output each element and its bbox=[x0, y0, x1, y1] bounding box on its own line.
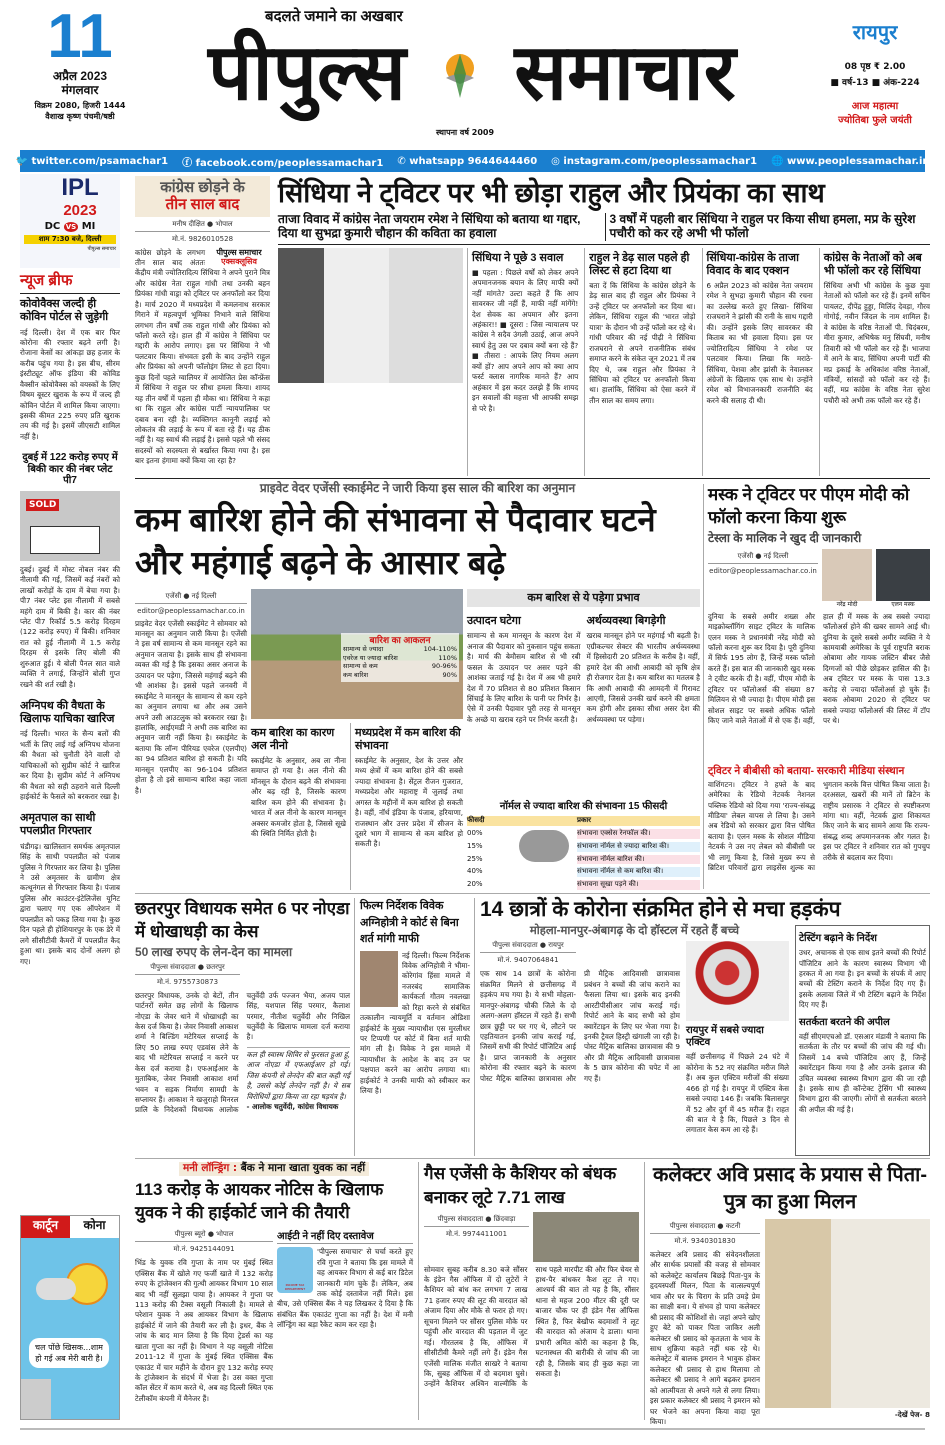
modi-photo: नरेंद्र मोदी bbox=[822, 549, 872, 609]
musk-photo: एलन मस्क bbox=[876, 549, 930, 609]
social-instagram[interactable]: ◎ instagram.com/peoplessamachar1 bbox=[551, 155, 758, 167]
globe-icon: 🌐 bbox=[771, 155, 787, 167]
column-header: फीसदी bbox=[467, 816, 485, 825]
rain-body: प्राइवेट वेदर एजेंसी स्काईमेट ने सोमवार को मानसून का अनुमान जारी किया है। एजेंसी ने इस वर्ष सामान्य से कम मानसून रहने का अनुमान जताया है। इसके साथ ही संभावना व्यक्त की गई है कि इसका असर अनाज के उत्पादन पर पड़ेगा, जिससे महंगाई बढ़ने की भी आशंका है। इससे पहले जनवरी में स्काईमेट ने मानसून के सामान्य से कम रहने का अनुमान लगाया था और अब उसने अपने उसी आउटलुक को बरकरार रखा है। हालांकि, आईएमडी ने अभी तक बारिश का अनुमान जारी नहीं किया है। स्काईमेट के बताया कि लॉन्ग पीरियड एवरेज (एलपीए) का 94 प्रतिशत बारिश हो सकती है। यदि मानसून एलपीए का 96-104 प्रतिशत होता है तो इसे सामान्य बारिश कहा जाता है। bbox=[135, 618, 247, 795]
lead-mobile: मो.नं. 9826010528 bbox=[171, 234, 234, 243]
date-day: 11 bbox=[47, 2, 113, 71]
pen-logo-icon bbox=[440, 48, 480, 100]
table-row bbox=[467, 880, 700, 890]
coronavirus-photo bbox=[686, 941, 789, 1021]
lead-left-column bbox=[135, 176, 270, 476]
chhatarpur-headline: छतरपुर विधायक समेत 6 पर नोएडा में धोखाधड़ी का केस bbox=[135, 899, 350, 941]
ipl-year: 2023 bbox=[63, 201, 97, 219]
cartoon-title: कार्टून bbox=[21, 1216, 70, 1238]
brief-body: नई दिल्ली। देश में एक बार फिर कोरोना की रफ्तार बढ़ने लगी है। रोजाना केसों का आंकड़ा छह हजार के करीब पहुंच गया है। इस बीच, सीरम इंस्टीट्यूट ऑफ इंडिया की कोविड वैक्सीन कोवोवैक्स को वयस्कों के लिए विषम बूस्टर खुराक के रूप में जल्द ही कोविन पोर्टल में शामिल किया जाएगा। इसकी कीमत 225 रुपए प्रति खुराक तय की गई है। इसमें जीएसटी शामिल नहीं है। bbox=[20, 327, 120, 441]
social-website[interactable]: 🌐 www.peoplessamachar.in bbox=[771, 155, 930, 167]
chhatarpur-deck: 50 लाख रुपए के लेन-देन का मामला bbox=[135, 944, 293, 959]
edition-block bbox=[815, 22, 935, 146]
whatsapp-icon: ✆ bbox=[397, 155, 410, 167]
impact-box: कम बारिश से ये पड़ेगा प्रभाव उत्पादन घटेगा सामान्य से कम मानसून के कारण देश में अनाज की पैदावार को नुकसान पहुंच सकता है। मार्च की बेमौसम बारिश से भी रबी फसल के उत्पादन पर असर पड़ने की आशंका जताई गई है। देश में अब भी हमारे देश में 70 प्रतिशत से 80 प्रतिशत किसान सिंचाई के लिए बारिश के पानी पर निर्भर है। ऐसे में उनकी पैदावार पूरी तरह से मानसून के अच्छे या खराब रहने पर निर्भर करती है। अर्थव्यवस्था बिगड़ेगी खराब मानसून होने पर महंगाई भी बढ़ती है। एग्रीकल्चर सेक्टर की भारतीय अर्थव्यवस्था में हिस्सेदारी 20 प्रतिशत के करीब है। वहीं, हमारे देश की आधी आबादी को कृषि क्षेत्र ही रोजगार देता है। कम बारिश का मतलब है कि आधी आबादी की आमदनी में गिरावट आएगी, जिससे उनकी खर्च करने की क्षमता कम होगी और इसका सीधा असर देश की अर्थव्यवस्था पर पड़ेगा। नॉर्मल से ज्यादा बारिश की संभावना 15 फीसदी फीसदी प्रकार 00% संभावना एक्सेस रेनफॉल की। 15% संभावना नॉर्मल से ज्यादा बारिश की। 25% संभावना नॉर्मल बारिश की। 40% संभावना नॉर्मल से कम बारिश की। 20% संभावना सूखा पड़ने की। bbox=[467, 589, 700, 890]
special-day-line1: आज महात्मा bbox=[851, 101, 899, 112]
brief-body: नई दिल्ली। भारत के सैन्य बलों की भर्ती के लिए लाई गई अग्निपथ योजना की वैधता को चुनौती देने वाली दो याचिकाओं को सुप्रीम कोर्ट ने खारिज कर दिया है। सुप्रीम कोर्ट ने अग्निपथ की वैधता को सही ठहराने वाले दिल्ली हाईकोर्ट के फैसले को बरकरार रखा है। bbox=[20, 729, 120, 801]
lead-content bbox=[278, 248, 930, 476]
probability-label: संभावना एक्सेस रेनफॉल की। bbox=[577, 829, 651, 838]
gas-byline-block: पीपुल्स संवाददाता ● छिंदवाड़ा मो.नं. 9974411001 bbox=[424, 1212, 529, 1262]
sidebar-three-questions: सिंधिया ने पूछे 3 सवाल ■ पहला : पिछले वर्षों को लेकर अपने अपमानजनक बयान के लिए माफी क्यों नहीं मांगते? उल्टा कहते हैं कि आप सावरकर जी नहीं हैं, माफी नहीं मांगेंगे! देश सेवक का अपमान और इतना अहंकार!! ■ दूसरा : जिस न्यायालय पर कांग्रेस ने सदैव उंगली उठाई, आज अपने स्वार्थ हेतु उस पर दबाव क्यों बना रहे हैं? ■ तीसरा : आपके लिए नियम अलग क्यों हों? आप अपने आप को क्या आप फर्स्ट क्लास नागरिक मानते हैं? आप अहंकार में इस कदर उलझे हैं कि शायद इन सवालों की महत्ता भी आपकी समझ से परे है। bbox=[472, 251, 579, 413]
laundering-box: आईटी ने नहीं दिए दस्तावेज INCOME TAX DEPARTMENT 'पीपुल्स समाचार' से चर्चा करते हुए रवि गुप्ता ने बताया कि इस मामले में वह आयकर विभाग से कई बार डिटेल जानकारी मांग चुके हैं। लेकिन, अब तक कोई दस्तावेज नहीं मिले। इस बीच, उसे एक्सिस बैंक ने यह लिखकर दे दिया है कि संबंधित बैंक एकाउंट गुप्ता का नहीं है। देश में मनी लॉन्ड्रिंग का बड़ा रैकेट काम कर रहा है। bbox=[277, 1231, 413, 1330]
social-whatsapp[interactable]: ✆ whatsapp 9644644460 bbox=[397, 155, 538, 167]
ipl-time: शाम 7:30 बजे, दिल्ली bbox=[24, 235, 116, 244]
laundering-byline-block: पीपुल्स ब्यूरो ● भोपाल मो.नं. 9425144091 bbox=[135, 1227, 273, 1258]
laundering-body: भिंड के युवक रवि गुप्ता के नाम पर मुंबई स्थित एक्सिस बैंक में खोले गए फर्जी खाते में 132 करोड़ रुपए के ट्रांजेक्शन की गुत्थी आयकर विभाग 10 साल बाद भी नहीं सुलझा पाया है। आयकर ने गुप्ता पर 113 करोड़ की टैक्स वसूली निकाली है। मामले से परेशान युवक ने अब आयकर विभाग के खिलाफ हाईकोर्ट में जाने की तैयारी कर ली है। इधर, बैंक ने जांच के बाद मान लिया है कि दिया ट्रेडर्स का यह खाता गुप्ता का नहीं है। विभाग ने यह वसूली नोटिस 2011-12 में गुप्ता के मुंबई स्थित एक्सिस बैंक एकाउंट में चार महीने के दौरान हुए 132 करोड़ रुपए के ट्रांजेक्शन के संदर्भ में भेजा है। उस वक्त गुप्ता कॉल सेंटर में काम करते थे, अब वह दिल्ली स्थित एक टेलीकॉम कंपनी में मैनेजर हैं। bbox=[135, 1258, 273, 1403]
ipl-credit: पीपुल्स समाचार bbox=[87, 245, 116, 252]
probability-value: 15% bbox=[467, 841, 483, 850]
founded: स्थापना वर्ष 2009 bbox=[435, 128, 495, 137]
table-row bbox=[467, 855, 700, 865]
rain-probability-title: नॉर्मल से ज्यादा बारिश की संभावना 15 फीसदी bbox=[499, 800, 668, 812]
corona-body: एक साथ 14 छात्रों के कोरोना संक्रमित मिलने से छत्तीसगढ़ में हड़कंप मच गया है। ये सभी मोहला-मानपुर-अंबागढ़ चौकी जिले के दो अलग-अलग हॉस्टल में रहते हैं। सभी छात्र छुट्टी पर घर गए थे, लौटने पर एहतियातन इनकी जांच कराई गई, जिसमें सभी की रिपोर्ट पॉजिटिव आई है। प्राप्त जानकारी के अनुसार कोरोना की रफ्तार बढ़ने के कारण पोस्ट मैट्रिक बालिका छात्रावास और प्री मैट्रिक आदिवासी छात्रावास प्रबंधन ने बच्चों की जांच कराने का फैसला लिया था। इसके बाद इनकी आरटीपीसीआर जांच कराई गई। रिपोर्ट आने के बाद सभी को होम क्वारेंटाइन के लिए घर भेजा गया है। इनकी ट्रैवल हिस्ट्री खंगाली जा रही है। पोस्ट मैट्रिक बालिका छात्रावास की 9 और प्री मैट्रिक आदिवासी छात्रावास के 5 छात्र कोरोना की चपेट में आ गए हैं। bbox=[480, 969, 680, 1083]
vivek-headline: फिल्म निर्देशक विवेक अग्निहोत्री ने कोर्ट से बिना शर्त मांगी माफी bbox=[360, 900, 459, 945]
collector-headline: कलेक्टर अवि प्रसाद के प्रयास से पिता-पुत्र का हुआ मिलन bbox=[652, 1164, 928, 1213]
date-month: अप्रैल 2023 bbox=[52, 69, 108, 83]
laundering-headline: 113 करोड़ के आयकर नोटिस के खिलाफ युवक ने की हाईकोर्ट जाने की तैयारी bbox=[135, 1179, 384, 1223]
sidebar-still-following: कांग्रेस के नेताओं को अब भी फॉलो कर रहे सिंधिया सिंधिया अभी भी कांग्रेस के कुछ युवा नेताओं को फॉलो कर रहे हैं। इनमें सचिन पायलट, दीपेंद्र हुड्डा, मिलिंद देवड़ा, गौरव गोगोई, नवीन जिंदल के नाम शामिल हैं। वे कांग्रेस के वरिष्ठ नेताओं पी. चिदंबरम, मीरा कुमार, अभिषेक मनु सिंघवी, मनीष तिवारी को भी फॉलो कर रहे हैं। भाजपा में आने के बाद, सिंधिया अपनी पार्टी की मप्र इकाई के अधिकांश वरिष्ठ नेताओं, मंत्रियों, सांसदों को फॉलो कर रहे हैं। वहीं, मप्र कांग्रेस के वरिष्ठ नेता सुरेश पचौरी को अभी तक फॉलो कर रहे हैं। bbox=[819, 248, 930, 476]
masthead-title-left: पीपुल्स bbox=[208, 28, 406, 116]
musk-deck: टेस्ला के मालिक ने खुद दी जानकारी bbox=[708, 530, 862, 545]
brief-title: अग्निपथ की वैधता के खिलाफ याचिका खारिज bbox=[20, 700, 115, 725]
musk-headline: मस्क ने ट्विटर पर पीएम मोदी को फॉलो करना किया शुरू bbox=[708, 485, 910, 527]
rain-photo-column bbox=[251, 589, 463, 890]
corona-deck: मोहला-मानपुर-अंबागढ़ के दो हॉस्टल में रहते हैं बच्चे bbox=[529, 925, 740, 938]
social-twitter[interactable]: 🐦 twitter.com/psamachar1 bbox=[15, 155, 169, 167]
lead-main bbox=[278, 178, 930, 476]
special-day-line2: ज्योतिबा फुले जयंती bbox=[838, 115, 912, 126]
collector-body: कलेक्टर अवि प्रसाद की संवेदनशीलता और सार्थक प्रयासों की वजह से सोमवार को कलेक्ट्रेट कार्यालय बिछड़े पिता-पुत्र के हृदयस्पर्शी मिलन, पिता के वात्सल्यपूर्ण भाव और घर के चिराग के प्रति उमड़े प्रेम का साक्षी बना। ये संभव हो पाया कलेक्टर श्री प्रसाद की कोशिशों से। जहां अपने खोए हुए बेटे को पाकर पिता जाकिर अली कलेक्टर श्री प्रसाद को कृतज्ञता के भाव के साथ शुक्रिया कहते नहीं थक रहे थे। कलेक्ट्रेट में बालक इमरान ने भावुक होकर कलेक्टर श्री प्रसाद से हाथ मिलाया तो कलेक्टर श्री प्रसाद ने आगे बढ़कर इमरान को आत्मीयता से अपने गले से लगा लिया। इस प्रकार कलेक्टर श्री प्रसाद ने इमरान को घर भेजने का अपना किया वादा पूरा किया। bbox=[650, 1250, 760, 1426]
musk-story bbox=[708, 484, 930, 890]
collector-byline-block: पीपुल्स संवाददाता ● कटनी मो.नं. 9340301830 bbox=[650, 1219, 760, 1250]
brief-title: अमृतपाल का साथी पपलप्रीत गिरफ्तार bbox=[20, 812, 96, 838]
gas-body: सोमवार सुबह करीब 8.30 बजे सौंसर के इंडेन गैस ऑफिस में दो लुटेरों ने कैशियर को बांध कर लगभग 7 लाख 71 हजार रुपए की लूट की वारदात को अंजाम दिया और मौके से फरार हो गए। सूचना मिलने पर सौंसर पुलिस मौके पर पहुंची और वारदात की पड़ताल में जुट गई। गौरतलब है कि, ऑफिस में सीसीटीवी कैमरे नहीं लगे हैं। इंडेन गैस एजेंसी मालिक मंजीत साखरे ने बताया कि, सुबह ऑफिस में दो बदमाश घुसे। उन्होंने कैशियर अश्विन वाल्मीकि के साथ पहले मारपीट की और फिर चेयर से हाथ-पैर बांधकर कैश लूट ले गए। आश्चर्य की बात तो यह है कि, सौंसर थाना से महज 200 मीटर की दूरी पर बाजार चौक पर ही इंडेन गैस ऑफिस स्थित है, फिर बेखौफ बदमाशों ने लूट की वारदात को अंजाम दे डाला। थाना प्रभारी अमित कोरी का कहना है कि, घटनास्थल की बारीकी से जांच की जा रही है, जिसके बाद ही कुछ कहा जा सकता है। bbox=[424, 1264, 639, 1389]
number-plate-photo: SOLD bbox=[20, 491, 120, 561]
rain-story bbox=[135, 482, 700, 890]
corona-raipur: रायपुर में सबसे ज्यादा एक्टिव वहीं छत्तीसगढ़ में पिछले 24 घंटे में कोरोना के 52 नए संक्रमित मरीज मिले हैं। अब कुल एक्टिव मरीजों की संख्या 466 हो गई है। रायपुर में एक्टिव केस सबसे ज्यादा 146 हैं। जबकि बिलासपुर में 52 और दुर्ग में 45 मरीज हैं। राहत की बात ये है कि, पिछले 3 दिन से लगातार केस कम आ रहे हैं। bbox=[686, 938, 789, 1156]
laundering-kicker: मनी लॉन्ड्रिंग : बैंक ने माना खाता युवक का नहीं bbox=[179, 1162, 369, 1176]
vivek-photo bbox=[360, 951, 398, 1007]
sidebar-action: सिंधिया-कांग्रेस के ताजा विवाद के बाद एक्शन 6 अप्रैल 2023 को कांग्रेस नेता जयराम रमेश ने सुभद्रा कुमारी चौहान की रचना का उल्लेख करते हुए लिखा- सिंधिया राजघराने ने झांसी की रानी के साथ गद्दारी की। उन्होंने इसके लिए सावरकर की किताब का भी हवाला दिया। इस पर ज्योतिरादित्य सिंधिया ने रमेश पर पलटवार किया। लिखा कि मराठे- सिंधिया, पेशवा और झांसी के नेवालकर अंग्रेजों के खिलाफ एक साथ थे। उन्होंने रमेश को विभाजनकारी राजनीति बंद करने की सलाह दी थी। bbox=[702, 248, 813, 476]
probability-label: संभावना सूखा पड़ने की। bbox=[577, 880, 639, 889]
chhatarpur-story bbox=[135, 898, 350, 1156]
weekday: मंगलवार bbox=[61, 82, 99, 97]
probability-value: 00% bbox=[467, 829, 483, 838]
gas-headline: गैस एजेंसी के कैशियर को बंधक बनाकर लूटे 7.71 लाख bbox=[424, 1164, 617, 1207]
table-row bbox=[467, 842, 700, 852]
table-row bbox=[467, 829, 700, 839]
lead-byline-block bbox=[135, 217, 270, 248]
masthead-title-right: समाचार bbox=[514, 28, 736, 116]
lead-kicker-box: कांग्रेस छोड़ने के तीन साल बाद bbox=[135, 176, 270, 217]
cartoon-box bbox=[20, 1215, 120, 1420]
cartoon-title-2: कोना bbox=[83, 1218, 106, 1232]
lead-decks bbox=[278, 213, 930, 245]
twitter-icon: 🐦 bbox=[15, 155, 32, 167]
bbc-body: वाशिंगटन। ट्विटर ने हफ्ते के बाद अमेरिका के रेडियो नेटवर्क नेशनल पब्लिक रेडियो को दिया गया 'राज्य-संबद्ध मीडिया' लेबल वापस ले लिया है। उसने अब रेडियो को सरकार द्वारा वित्त पोषित बताया है। एलन मस्क के सोशल मीडिया नेटवर्क ने उस नए लेबल को बीबीसी पर भी लागू किया है, जिसे मुख्य रूप से ब्रिटिश परिवारों द्वारा लाइसेंस शुल्क का भुगतान करके वित्त पोषित किया जाता है। दरअसल, खबरों की मानें तो ब्रिटेन के राष्ट्रीय प्रसारक ने ट्विटर से स्पष्टीकरण मांगा था। वहीं, नेटवर्क द्वारा शिकायत किए जाने के बाद सामने आया कि राज्य-संबद्ध शब्द अपमानजनक और गलत है। इस पर ट्विटर ने शनिवार रात को गुपचुप तरीके से बदलाव कर दिया। bbox=[708, 779, 930, 873]
news-brief bbox=[20, 272, 120, 1207]
tagline: बदलते जमाने का अखबार bbox=[265, 8, 403, 25]
city: रायपुर bbox=[852, 22, 898, 44]
facebook-icon: ⓕ bbox=[182, 157, 196, 169]
date-block bbox=[20, 2, 140, 146]
gas-story bbox=[424, 1162, 639, 1420]
pages-price: 08 पृष्ठ ₹ 2.00 bbox=[844, 62, 906, 72]
probability-value: 20% bbox=[467, 880, 483, 889]
probability-value: 25% bbox=[467, 854, 483, 863]
laundering-story bbox=[135, 1162, 413, 1420]
scindia-rahul-priyanka-photo bbox=[278, 248, 463, 383]
rain-estimate-box: बारिश का आकलन सामान्य से ज्यादा 104-110% एवरेज या ज्यादा बारिश 110% सामान्य से कम 90-96% कम बारिश 90% bbox=[341, 633, 459, 682]
lead-body: पीपुल्स समाचार एक्सक्लूसिव कांग्रेस छोड़ने के लगभग तीन साल बाद अंततः केंद्रीय मंत्री ज्योतिरादित्य सिंधिया ने अपने पुराने मित्र और कांग्रेस नेता राहुल गांधी तथा उनकी बहन प्रियंका गांधी वाड्रा को ट्विटर पर अनफॉलो कर दिया है। मार्च 2020 में मध्यप्रदेश में कमलनाथ सरकार गिराने में महत्वपूर्ण भूमिका निभाने वाले सिंधिया लगभग तीन वर्षों तक राहुल गांधी और प्रियंका को फॉलो करते रहे। हाल ही में कांग्रेस ने सिंधिया पर गद्दारी के आरोप लगाए। इस पर सिंधिया ने भी पलटवार किया। संभवतः इसी के बाद उन्होंने राहुल और प्रियंका को अपनी फॉलोइंग लिस्ट से हटा दिया। कुछ दिनों पहले ग्वालियर में आयोजित प्रेस कॉन्फ्रेंस में सिंधिया ने राहुल पर सीधा हमला किया। शायद यह तीन वर्षों में पहला ही मौका था। सिंधिया ने कहा था कि राहुल और कांग्रेस पार्टी न्यायपालिका पर दबाव बना रही है। व्यक्तिगत कानूनी लड़ाई को लोकतंत्र की लड़ाई के रूप में बता रहे हैं। यह ठीक नहीं है। यह स्वार्थ की लड़ाई है। इससे पहले भी संसद सदस्यों को सदस्यता से बर्खास्त किया गया है। इस बार इतना हंगामा क्यों किया जा रहा है? bbox=[135, 247, 270, 466]
el-nino-box: कम बारिश का कारण अल नीनो स्काईमेट के अनुसार, अब ला नीना समाप्त हो गया है। अल नीनो की मॉनसून के दौरान बढ़ने की संभावना और बढ़ रही है, जिसके कारण बारिश कम होने की संभावना है। भारत में अल नीनो के कारण मानसून अक्सर कमजोर होता है, जिससे सूखे की स्थिति निर्मित होती है। bbox=[251, 726, 346, 839]
cartoon-speech: चल पोंछे खिसक...शाम हो गई अब मेरी बारी है। bbox=[29, 1338, 109, 1368]
table-row bbox=[467, 867, 700, 877]
collector-story bbox=[650, 1162, 930, 1426]
corona-testing-box: टेस्टिंग बढ़ाने के निर्देश उधर, अचानक से एक साथ इतने बच्चों की रिपोर्ट पॉजिटिव आने के कारण स्वास्थ्य विभाग भी हरकत में आ गया है। इन बच्चों के संपर्क में आए बच्चों की टेस्टिंग कराने के निर्देश दिए गए हैं। इसके अलावा जिले में भी टेस्टिंग बढ़ाने के निर्देश दिए गए हैं। सतर्कता बरतने की अपील वहीं सीएमएचओ डॉ. एसआर मंडावी ने बताया कि सतर्कता के तौर पर बच्चों की जांच की गई थी। जिसमें 14 बच्चे पॉजिटिव आए हैं, जिन्हें क्वारेंटाइन किया गया है और उनके इलाज की उचित व्यवस्था स्वास्थ्य विभाग द्वारा की जा रही है। इसके साथ ही कॉन्टेक्ट ट्रेसिंग भी स्वास्थ्य विभाग द्वारा की जाएगी। लोगों से सतर्कता बरतने की अपील की गई है। bbox=[795, 925, 930, 1156]
chhatarpur-body: छतरपुर विधायक, उनके दो बेटों, तीन पार्टनरों समेत छह लोगों के खिलाफ नोएडा के जेवर थाने में धोखाधड़ी का केस दर्ज किया है। जेवर निवासी आकाश शर्मा ने बिल्डिंग मटेरियल सप्लाई के लिए 50 लाख रुपए एडवांस लेने के बाद भी मटेरियल सप्लाई न करने पर केस दर्ज कराया है। एफआईआर के मुताबिक, जेवर निवासी आकाश शर्मा भवन व सड़क निर्माण सामग्री के सप्लायर हैं। आकाश ने खजुराहो मिनरल प्रालि के निदेशकों विधायक आलोक चतुर्वेदी उर्फ पज्जन भैया, अजय पाल सिंह, यशपाल सिंह परमार, कैलाश परमार, नीतीश चतुर्वेदी और निखिल चतुर्वेदी के खिलाफ मामला दर्ज कराया है। bbox=[135, 990, 350, 1115]
corona-byline-block: पीपुल्स संवाददाता ● रायपुर मो.नं. 9407064841 bbox=[480, 938, 576, 969]
economy-impact: अर्थव्यवस्था बिगड़ेगी खराब मानसून होने पर महंगाई भी बढ़ती है। एग्रीकल्चर सेक्टर की भारतीय अर्थव्यवस्था में हिस्सेदारी 20 प्रतिशत के करीब है। वहीं, हमारे देश की आधी आबादी को कृषि क्षेत्र ही रोजगार देता है। कम बारिश का मतलब है कि आधी आबादी की आमदनी में गिरावट आएगी, जिससे उनकी खर्च करने की क्षमता कम होगी और इसका सीधा असर देश की अर्थव्यवस्था पर पड़ेगा। bbox=[586, 615, 700, 724]
income-tax-logo: INCOME TAX DEPARTMENT bbox=[277, 1247, 313, 1293]
samvat: विक्रम 2080, हिजरी 1444 bbox=[34, 100, 126, 110]
lead-byline: मनीष दीक्षित ● भोपाल bbox=[135, 220, 270, 232]
exclusive-badge: पीपुल्स समाचार एक्सक्लूसिव bbox=[216, 247, 262, 266]
vivek-body: नई दिल्ली। फिल्म निर्देशक विवेक अग्निहोत्री ने भीमा-कोरेगांव हिंसा मामले में नजरबंद सामाजिक कार्यकर्ता गौतम नवलखा को रिहा करने से संबंधित तत्कालीन न्यायमूर्ति व वर्तमान ओडिशा हाईकोर्ट के मुख्य न्यायाधीश एस मुरलीधर पर टिप्पणी पर कोर्ट में बिना शर्त माफी मांग ली है। विवेक ने इस मामले में न्यायाधीश के आदेश के बाद उन पर पक्षपात करने का आरोप लगाया था। हाईकोर्ट ने उनकी माफी को स्वीकार कर लिया है। bbox=[360, 950, 470, 1096]
cloud-icon bbox=[36, 1278, 76, 1300]
bbc-headline: ट्विटर ने बीबीसी को बताया- सरकारी मीडिया संस्थान bbox=[708, 764, 905, 777]
chhatarpur-quote: कल ही स्वास्थ शिविर से फुरसत हुआ हूं, आज नोएडा में एफआईआर हो गई। जिस कंपनी से लेनदेन की बात कही गई है, उससे कोई लेनदेन नहीं है। ये सब विरोधियों द्वारा किया जा रहा षड़यंत्र है। - आलोक चतुर्वेदी, कांग्रेस विधायक bbox=[247, 1047, 351, 1113]
year-issue: ■ वर्ष-13 ■ अंक-224 bbox=[830, 78, 920, 88]
brief-body: दुबई। दुबई में मोस्ट नोबल नंबर की नीलामी की गई, जिसमें कई नंबरों को लाखों करोड़ों के दाम में बेचा गया है। पी7 नंबर प्लेट इस नीलामी में सबसे महंगे दाम में बिकी है। कार की नंबर प्लेट पी7 रिकॉर्ड 5.5 करोड़ दिरहम (122 करोड़ रुपए) में बिकी। शनिवार रात को हुई नीलामी में 1.5 करोड़ दिरहम से इसके लिए बोली की शुरुआत हुई। ये बोली पैनल सात वाले व्यक्ति ने लगाई, जिन्होंने बोली गुप्त रखने की शर्त रखी है। bbox=[20, 564, 120, 689]
cartoon-image bbox=[21, 1238, 119, 1419]
probability-value: 40% bbox=[467, 867, 483, 876]
probability-label: संभावना नॉर्मल से कम बारिश की। bbox=[577, 867, 664, 876]
musk-byline-block: एजेंसी ● नई दिल्ली editor@peoplessamachar.co.in bbox=[709, 551, 817, 575]
rain-byline-block: एजेंसी ● नई दिल्ली editor@peoplessamachar.co.in bbox=[135, 589, 247, 619]
lead-deck-1: ताजा विवाद में कांग्रेस नेता जयराम रमेश ने सिंधिया को बताया था गद्दार, दिया था सुभद्रा कुमारी चौहान की कविता का हवाला bbox=[278, 212, 581, 240]
vivek-story bbox=[360, 898, 470, 1156]
chhatarpur-byline-block: पीपुल्स संवाददाता ● छतरपुर मो.नं. 9755730873 bbox=[135, 960, 240, 991]
collector-photo bbox=[765, 1219, 930, 1408]
brief-title: दुबई में 122 करोड़ रुपए में बिकी कार की नंबर प्लेट पी7 bbox=[22, 452, 118, 487]
gas-office-photo bbox=[533, 1212, 639, 1262]
probability-label: संभावना नॉर्मल बारिश की। bbox=[577, 854, 645, 863]
lead-sidebars bbox=[467, 248, 930, 476]
lead-headline: सिंधिया ने ट्विटर पर भी छोड़ा राहुल और प्रियंका का साथ bbox=[278, 178, 825, 208]
lead-deck-2: 3 वर्षों में पहली बार सिंधिया ने राहुल पर किया सीधा हमला, मप्र के सुरेश पचौरी को कर रहे अभी भी फॉलो bbox=[605, 213, 931, 241]
ipl-match: DC VS MI bbox=[44, 220, 96, 232]
corona-story bbox=[480, 898, 930, 1156]
tithi: वैशाख कृष्ण पंचमी/षष्ठी bbox=[45, 111, 115, 121]
see-page: -देखें पेज- 8 bbox=[894, 1409, 930, 1419]
rain-content bbox=[135, 589, 700, 890]
probability-label: संभावना नॉर्मल से ज्यादा बारिश की। bbox=[577, 841, 670, 850]
drought-photo bbox=[251, 589, 463, 719]
rain-headline: कम बारिश होने की संभावना से पैदावार घटने और महंगाई बढ़ने के आसार बढ़े bbox=[135, 500, 656, 581]
brief-title: कोवोवैक्स जल्दी ही कोविन पोर्टल से जुड़ेगी bbox=[20, 298, 109, 323]
instagram-icon: ◎ bbox=[551, 155, 564, 167]
musk-body: दुनिया के सबसे अमीर शख्स और माइक्रोब्लॉगिंग साइट ट्विटर के मालिक एलन मस्क ने प्रधानमंत्री नरेंद्र मोदी को फॉलो करना शुरू कर दिया है। पूरी दुनिया में सिर्फ 195 लोग हैं, जिन्हें मस्क फॉलो करते हैं। इस बात की जानकारी खुद मस्क ने ट्वीट करके दी है। वहीं, पीएम मोदी के ट्विटर पर फॉलोअर्स की संख्या 87 मिलियन से भी ज्यादा है। पीएम मोदी इस सोशल साइट पर सबसे अधिक फॉलो किए जाने वाले नेताओं में से एक हैं। वहीं, हाल ही में मस्क के अब सबसे ज्यादा फॉलोअर्स होने की खबर सामने आई थी। दुनिया के दूसरे सबसे अमीर व्यक्ति ने ये कामयाबी अमेरिका के पूर्व राष्ट्रपति बराक ओबामा और गायक जस्टिन बीबर जैसे दिग्गजों को पीछे छोड़कर हासिल की है। अब ट्विटर पर मस्क के पास 13.3 करोड़ से ज्यादा फॉलोअर्स हो चुके हैं। बराक ओबामा 2020 से ट्विटर पर सबसे ज्यादा फॉलोअर्स की लिस्ट में टॉप पर थे। bbox=[708, 611, 930, 726]
rain-kicker: प्राइवेट वेदर एजेंसी स्काईमेट ने जारी किया इस साल की बारिश का अनुमान bbox=[259, 481, 576, 495]
social-facebook[interactable]: ⓕ facebook.com/peoplessamachar1 bbox=[182, 157, 384, 169]
ipl-title: IPL bbox=[61, 174, 99, 201]
masthead bbox=[0, 0, 945, 148]
ipl-box bbox=[20, 174, 120, 268]
production-impact: उत्पादन घटेगा सामान्य से कम मानसून के कारण देश में अनाज की पैदावार को नुकसान पहुंच सकता है। मार्च की बेमौसम बारिश से भी रबी फसल के उत्पादन पर असर पड़ने की आशंका जताई गई है। देश में अब भी हमारे देश में 70 प्रतिशत से 80 प्रतिशत किसान सिंचाई के लिए बारिश के पानी पर निर्भर है। ऐसे में उनकी पैदावार पूरी तरह से मानसून के अच्छे या खराब रहने पर निर्भर करती है। bbox=[467, 615, 581, 724]
brief-body: चंडीगढ़। खालिस्तान समर्थक अमृतपाल सिंह के साथी पपलप्रीत को पंजाब पुलिस ने गिरफ्तार कर लिया है। पुलिस ने उसे अमृतसर के ग्रामीण क्षेत्र कत्थूनंगल से गिरफ्तार किया है। पंजाब पुलिस और काउंटर-इंटेलिजेंस यूनिट द्वारा चलाए गए एक ऑपरेशन में पपलप्रीत को पकड़ लिया गया है। कुछ दिन पहले ही होशियारपुर के एक डेरे में लगे सीसीटीवी कैमरों में पपलप्रीत कैद हुआ था। इसके बाद दोनों अलग हो गए। bbox=[20, 841, 120, 966]
sidebar-unfollow: राहुल ने डेढ़ साल पहले ही लिस्ट से हटा दिया था बता दें कि सिंधिया के कांग्रेस छोड़ने के डेढ़ साल बाद ही राहुल और प्रियंका ने उन्हें ट्विटर पर अनफॉलो कर दिया था। लेकिन, सिंधिया राहुल की 'भारत जोड़ो यात्रा' के दौरान भी उन्हें फॉलो कर रहे थे। गांधी परिवार की नई पीढ़ी ने सिंधिया राजघराने से अपने राजनीतिक संबंध समाप्त करने के संकेत जून 2021 में तब दिए थे, जब राहुल और प्रियंका ने सिंधिया को ट्विटर पर अनफॉलो किया था। हालांकि, सिंधिया को ऐसा करने में तीन साल का समय लगा। bbox=[584, 248, 695, 476]
social-bar bbox=[15, 150, 930, 172]
column-header: प्रकार bbox=[577, 816, 592, 825]
mp-rain-box: मध्यप्रदेश में कम बारिश की संभावना स्काईमेट के अनुसार, देश के उत्तर और मध्य क्षेत्रों में कम बारिश होने की सबसे ज्यादा संभावना है। सेंट्रल रीजन गुजरात, मध्यप्रदेश और महाराष्ट्र में जुलाई तथा अगस्त के महीनों में कम बारिश हो सकती है। वहीं, नॉर्थ इंडिया के पंजाब, हरियाणा, राजस्थान और उत्तर प्रदेश में सीजन के दूसरे भाग में सामान्य से कम बारिश हो सकती है। bbox=[350, 723, 463, 890]
news-brief-heading: न्यूज ब्रीफ bbox=[20, 272, 120, 294]
rain-probability-table bbox=[467, 816, 700, 890]
rain-text-column bbox=[135, 589, 247, 890]
corona-headline: 14 छात्रों के कोरोना संक्रमित होने से मचा हड़कंप bbox=[480, 898, 841, 921]
